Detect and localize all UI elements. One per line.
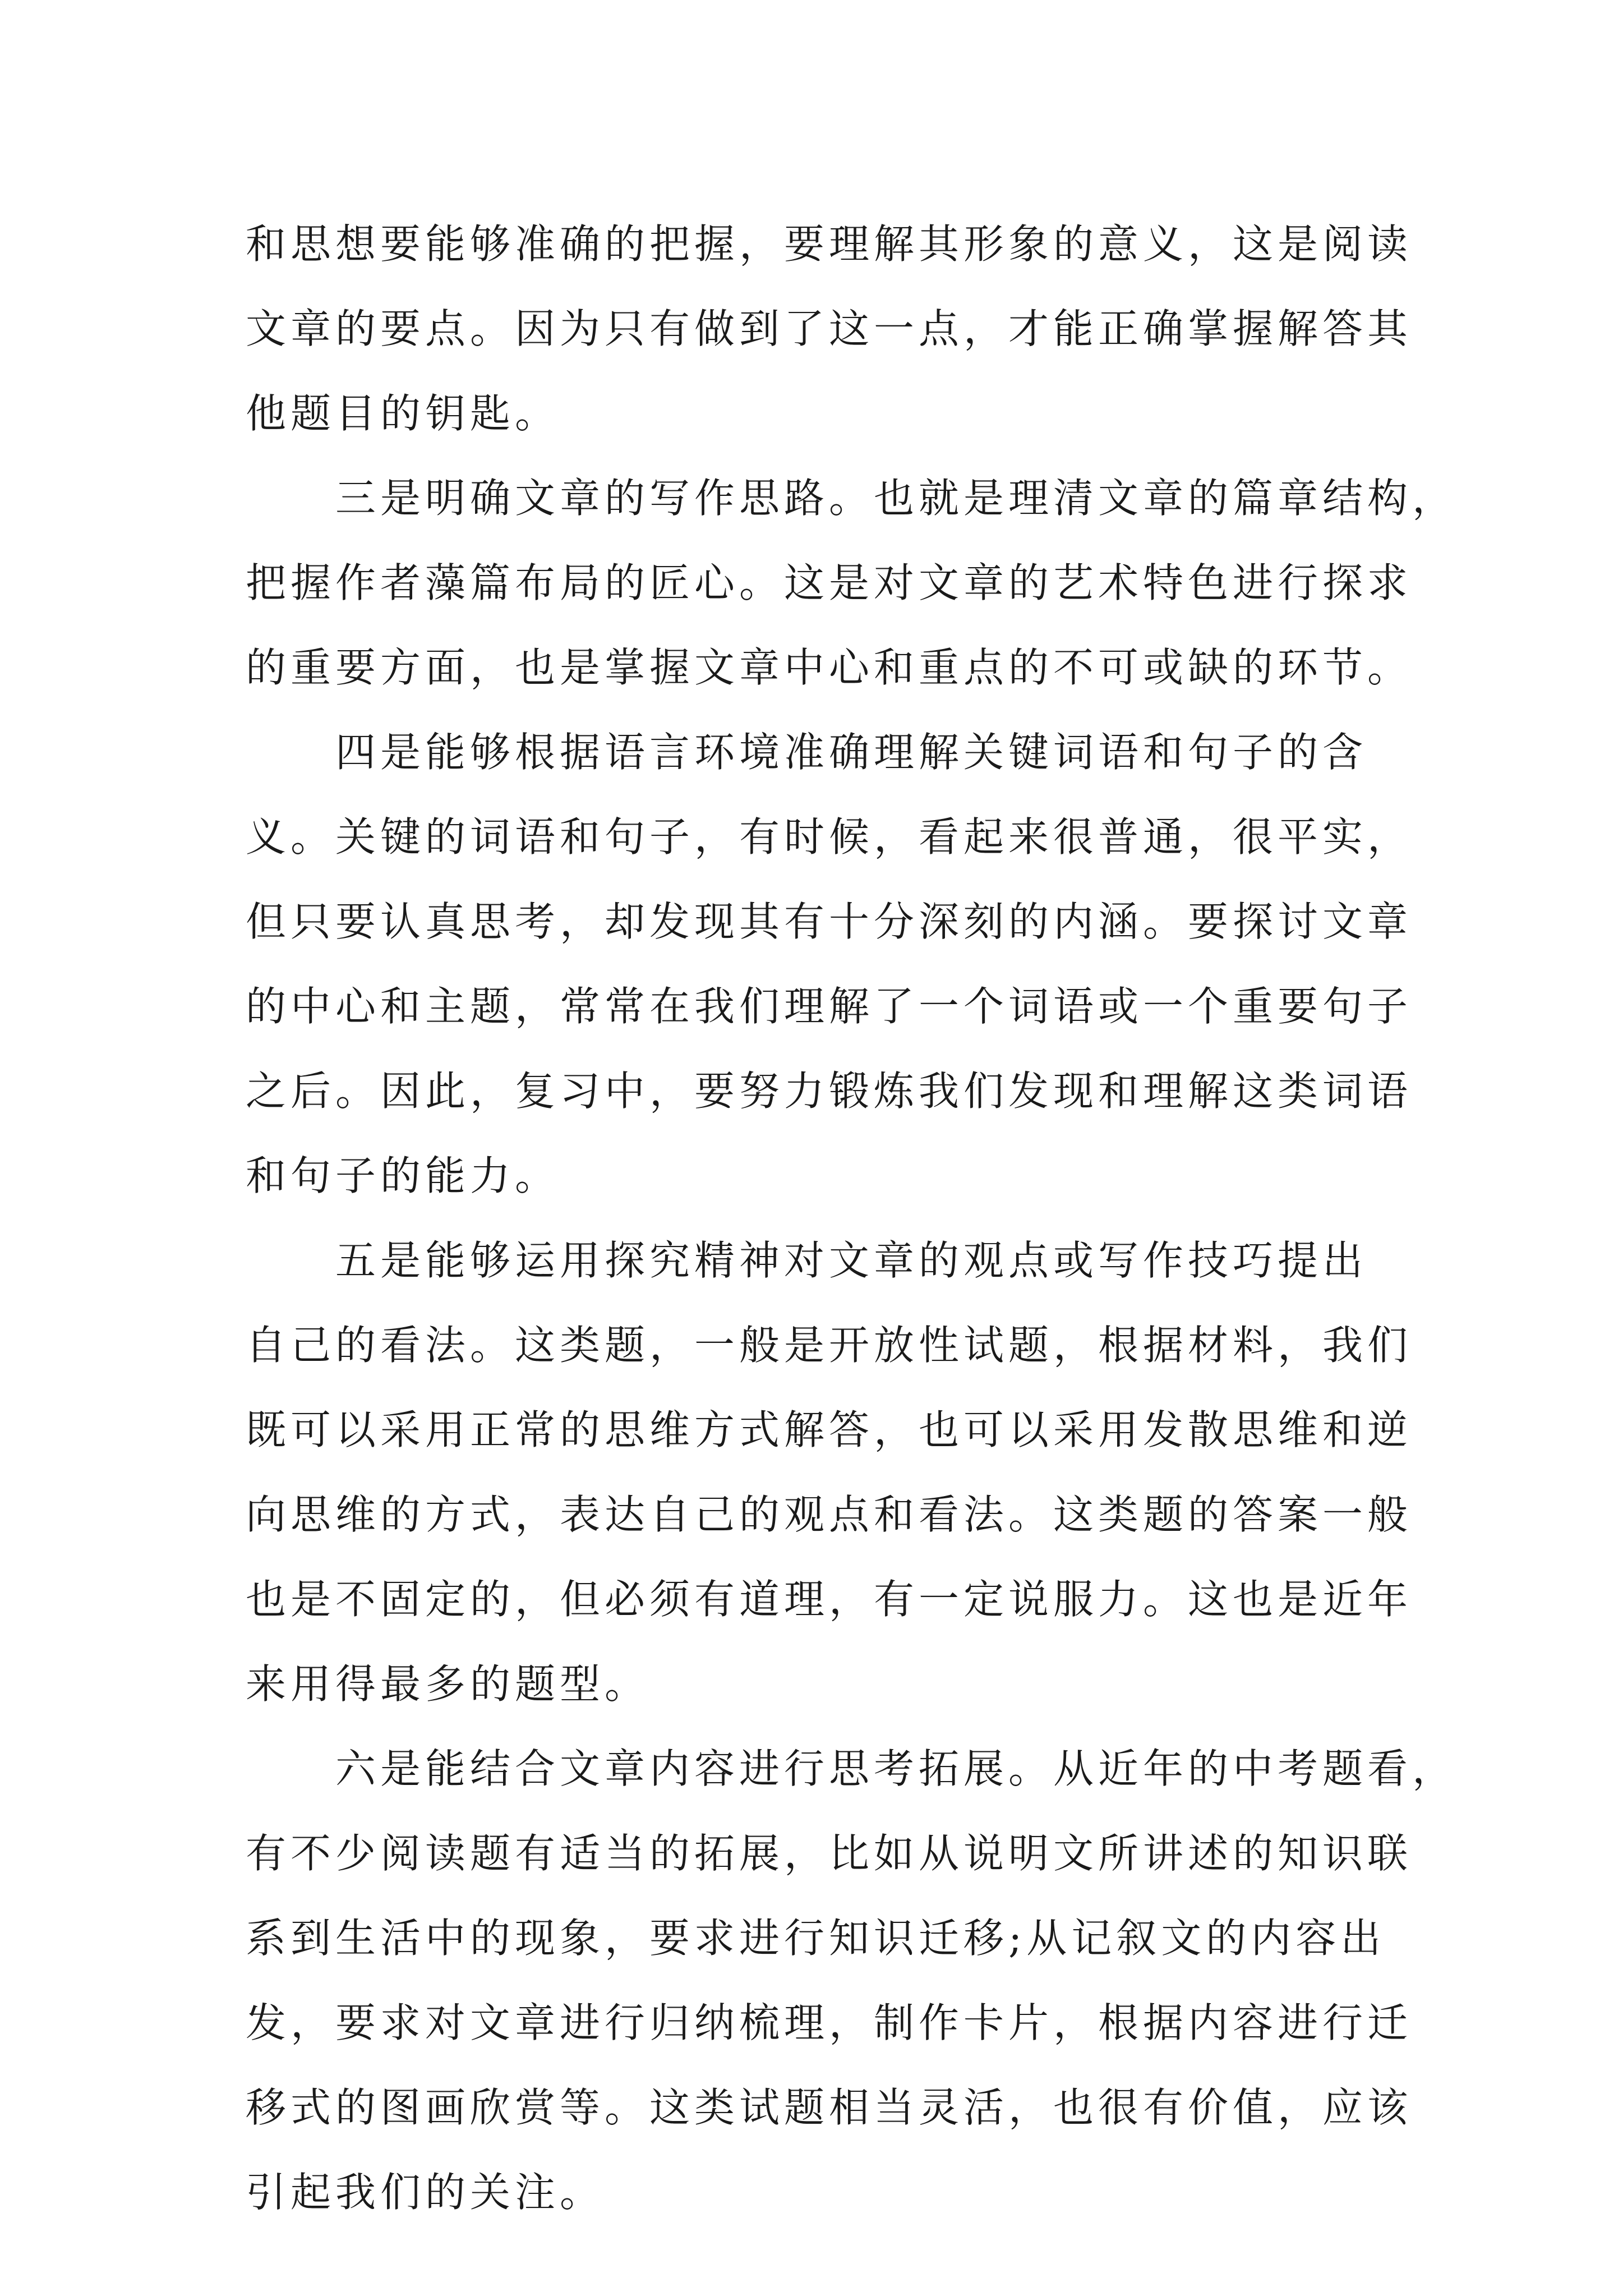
text-line: 移式的图画欣赏等。这类试题相当灵活，也很有价值，应该 [246,2084,1413,2131]
text-line: 和句子的能力。 [246,1152,560,1199]
text-line: 文章的要点。因为只有做到了这一点，才能正确掌握解答其 [246,305,1413,352]
text-line: 来用得最多的题型。 [246,1660,650,1708]
text-line: 系到生活中的现象，要求进行知识迁移;从记叙文的内容出 [246,1915,1386,1962]
text-line: 引起我们的关注。 [246,2169,605,2216]
text-line: 既可以采用正常的思维方式解答，也可以采用发散思维和逆 [246,1406,1413,1453]
document-body [246,202,1458,2235]
text-line: 把握作者藻篇布局的匠心。这是对文章的艺术特色进行探求 [246,559,1413,606]
text-line: 四是能够根据语言环境准确理解关键词语和句子的含 [335,729,1368,776]
text-line: 的中心和主题，常常在我们理解了一个词语或一个重要句子 [246,983,1413,1030]
text-line: 但只要认真思考，却发现其有十分深刻的内涵。要探讨文章 [246,898,1413,945]
text-line: 向思维的方式，表达自己的观点和看法。这类题的答案一般 [246,1491,1413,1538]
text-line: 之后。因此，复习中，要努力锻炼我们发现和理解这类词语 [246,1068,1413,1115]
text-line: 有不少阅读题有适当的拓展，比如从说明文所讲述的知识联 [246,1830,1413,1877]
text-line: 他题目的钥匙。 [246,390,560,437]
text-line: 的重要方面，也是掌握文章中心和重点的不可或缺的环节。 [246,644,1413,691]
text-line: 五是能够运用探究精神对文章的观点或写作技巧提出 [335,1237,1368,1284]
text-line: 和思想要能够准确的把握，要理解其形象的意义，这是阅读 [246,220,1413,268]
text-line: 六是能结合文章内容进行思考拓展。从近年的中考题看， [335,1745,1458,1792]
text-line: 也是不固定的，但必须有道理，有一定说服力。这也是近年 [246,1576,1413,1623]
text-line: 义。关键的词语和句子，有时候，看起来很普通，很平实， [246,813,1413,861]
text-line: 发，要求对文章进行归纳梳理，制作卡片，根据内容进行迁 [246,1999,1413,2046]
text-line: 自己的看法。这类题，一般是开放性试题，根据材料，我们 [246,1322,1413,1369]
text-line: 三是明确文章的写作思路。也就是理清文章的篇章结构， [335,475,1458,522]
